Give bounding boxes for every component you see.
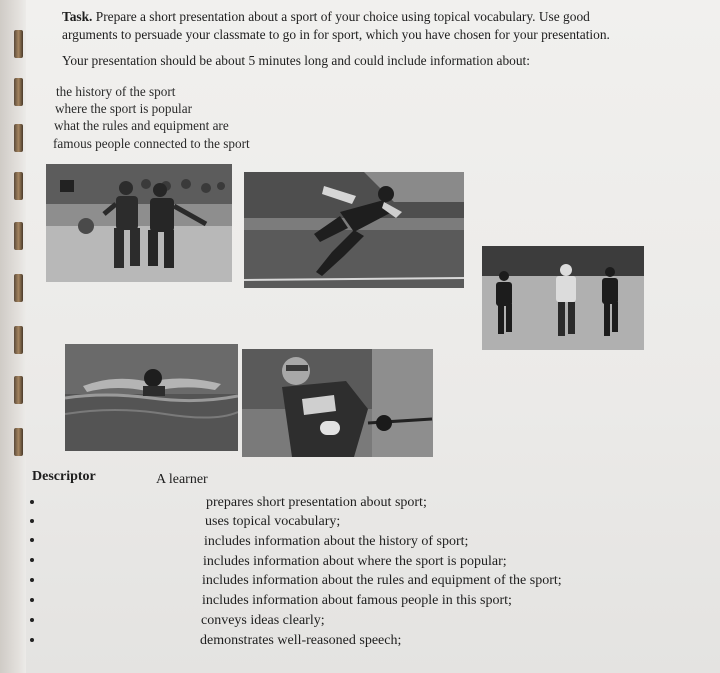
task-text: Prepare a short presentation about a sport of your choice using topical vocabulary. Use good (95, 9, 590, 24)
binder-ring (14, 326, 23, 354)
swimmer-photo (65, 344, 238, 451)
topic-item: where the sport is popular (55, 101, 192, 116)
topic-item: the history of the sport (56, 84, 176, 99)
sprinter-photo (244, 172, 464, 288)
football-photo (482, 246, 644, 350)
task-line-2: arguments to persuade your classmate to go in for sport, which you have chosen for your presentation. (62, 27, 610, 42)
bullet-icon (30, 538, 34, 542)
criterion-item: includes information about the history of sport; (204, 534, 469, 549)
binder-ring (14, 376, 23, 404)
task-label: Task. (62, 9, 93, 24)
topic-item: famous people connected to the sport (53, 136, 250, 151)
criterion-item: prepares short presentation about sport; (206, 495, 427, 510)
descriptor-subject: A learner (156, 472, 208, 487)
bullet-icon (30, 638, 34, 642)
binder-ring (14, 172, 23, 200)
binder-ring (14, 428, 23, 456)
binder-ring (14, 222, 23, 250)
binder-ring (14, 78, 23, 106)
binder-ring (14, 274, 23, 302)
bullet-icon (30, 578, 34, 582)
skier-photo (242, 349, 433, 457)
bullet-icon (30, 519, 34, 523)
basketball-photo (46, 164, 232, 282)
criterion-item: includes information about the rules and equipment of the sport; (202, 573, 562, 588)
criterion-item: includes information about where the sport is popular; (203, 554, 507, 569)
bullet-icon (30, 598, 34, 602)
bullet-icon (30, 618, 34, 622)
bullet-icon (30, 500, 34, 504)
binder-ring (14, 124, 23, 152)
task-line-1 (62, 9, 590, 25)
topic-item: what the rules and equipment are (54, 118, 229, 133)
criterion-item: includes information about famous people in this sport; (202, 593, 512, 608)
criterion-item: uses topical vocabulary; (205, 514, 341, 529)
descriptor-label: Descriptor (32, 469, 96, 484)
criterion-item: demonstrates well-reasoned speech; (200, 633, 402, 648)
bullet-icon (30, 558, 34, 562)
task-line-3: Your presentation should be about 5 minutes long and could include information about: (62, 53, 530, 68)
criterion-item: conveys ideas clearly; (201, 613, 325, 628)
binder-ring (14, 30, 23, 58)
